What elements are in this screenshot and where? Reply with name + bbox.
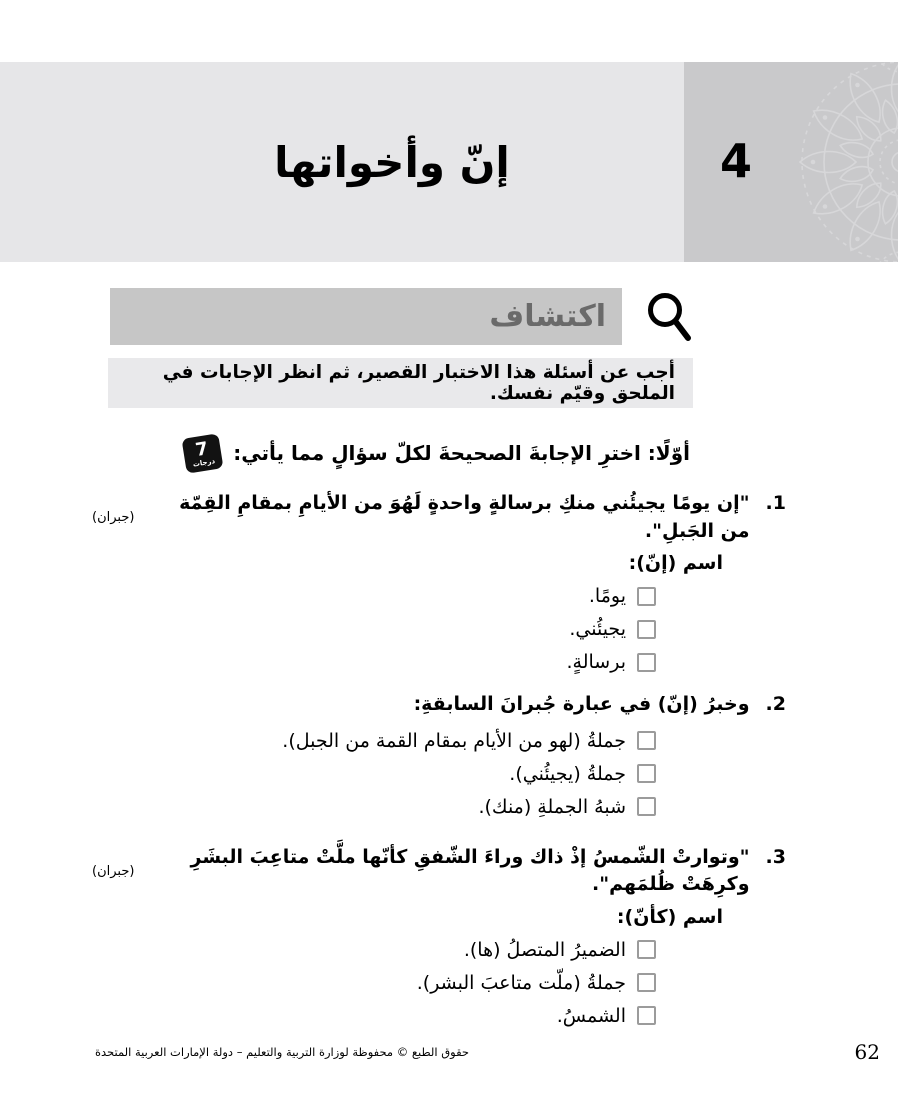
question-text: "وتوارتْ الشّمسُ إذْ ذاك وراءَ الشّفقِ كأنّها ملَّتْ متاعِبَ البشَرِ وكرِهَتْ ظُلمَهم". (190, 845, 750, 896)
option-label: برسالةٍ. (566, 651, 626, 674)
question-number: 3. (765, 845, 786, 868)
option-label: جملةُ (ملّت متاعبَ البشر). (416, 971, 626, 994)
answer-checkbox[interactable] (637, 973, 656, 992)
option-row (0, 796, 898, 818)
option-row (0, 585, 898, 607)
exercise-intro-line (0, 430, 898, 476)
option-row (0, 1005, 898, 1027)
answer-checkbox[interactable] (637, 653, 656, 672)
exercise-intro-text: أوّلًا: اخترِ الإجابةَ الصحيحةَ لكلّ سؤالٍ مما يأتي: (233, 441, 690, 465)
option-row (0, 763, 898, 785)
question-1-heading (0, 490, 898, 545)
answer-checkbox[interactable] (637, 797, 656, 816)
discover-title-bar (110, 288, 622, 345)
points-unit: درجات (192, 456, 216, 468)
instruction-text: أجب عن أسئلة هذا الاختبار القصير، ثم انظر الإجابات في الملحق وقيّم نفسك. (162, 362, 675, 404)
question-attribution: (جبران) (92, 863, 135, 879)
option-label: الضميرُ المتصلُ (ها). (463, 938, 626, 961)
question-3-sub-label: اسم (كأنّ): (616, 905, 723, 928)
answer-checkbox[interactable] (637, 940, 656, 959)
chapter-title: إنّ وأخواتها (274, 137, 510, 187)
option-label: يجيئُني. (569, 618, 626, 641)
question-number: 1. (765, 492, 786, 514)
unit-number: 4 (720, 133, 753, 188)
discover-label: اكتشاف (489, 299, 606, 334)
answer-checkbox[interactable] (637, 764, 656, 783)
points-value: 7 (194, 437, 210, 460)
page-number: 62 (854, 1040, 880, 1064)
option-label: شبهُ الجملةِ (منك). (478, 795, 626, 818)
question-1 (0, 490, 898, 673)
points-badge (182, 433, 224, 473)
discover-section-header (0, 288, 898, 345)
question-1-sub-label: اسم (إنّ): (628, 552, 723, 575)
chapter-header (0, 62, 898, 262)
arabesque-pattern-icon (684, 62, 898, 262)
question-3-heading (0, 844, 898, 899)
question-text: "إن يومًا يجيئُني منكِ برسالةٍ واحدةٍ لَهُوَ من الأيامِ بمقامِ القِمّة من الجَبلِ". (179, 492, 750, 542)
question-text: وخبرُ (إنّ) في عبارة جُبرانَ السابقةِ: (413, 693, 750, 716)
answer-checkbox[interactable] (637, 620, 656, 639)
page-footer (95, 1040, 880, 1064)
option-row (0, 618, 898, 640)
question-list (0, 490, 898, 1027)
answer-checkbox[interactable] (637, 1006, 656, 1025)
option-label: الشمسُ. (556, 1004, 626, 1027)
option-label: يومًا. (588, 585, 626, 608)
answer-checkbox[interactable] (637, 731, 656, 750)
option-row (0, 651, 898, 673)
question-2-heading (0, 691, 898, 719)
option-label: جملةُ (يجيئُني). (509, 762, 626, 785)
question-attribution: (جبران) (92, 510, 135, 526)
search-icon (646, 291, 692, 343)
option-row (0, 730, 898, 752)
answer-checkbox[interactable] (637, 587, 656, 606)
unit-number-panel (684, 62, 898, 262)
copyright-text: حقوق الطبع © محفوظة لوزارة التربية والتعليم – دولة الإمارات العربية المتحدة (95, 1045, 470, 1059)
question-number: 2. (765, 693, 786, 716)
chapter-title-band (0, 62, 684, 262)
question-3 (0, 844, 898, 1027)
instruction-box (108, 358, 693, 408)
option-row (0, 939, 898, 961)
option-label: جملةُ (لهو من الأيام بمقام القمة من الجبل). (282, 729, 626, 752)
question-2 (0, 691, 898, 818)
option-row (0, 972, 898, 994)
